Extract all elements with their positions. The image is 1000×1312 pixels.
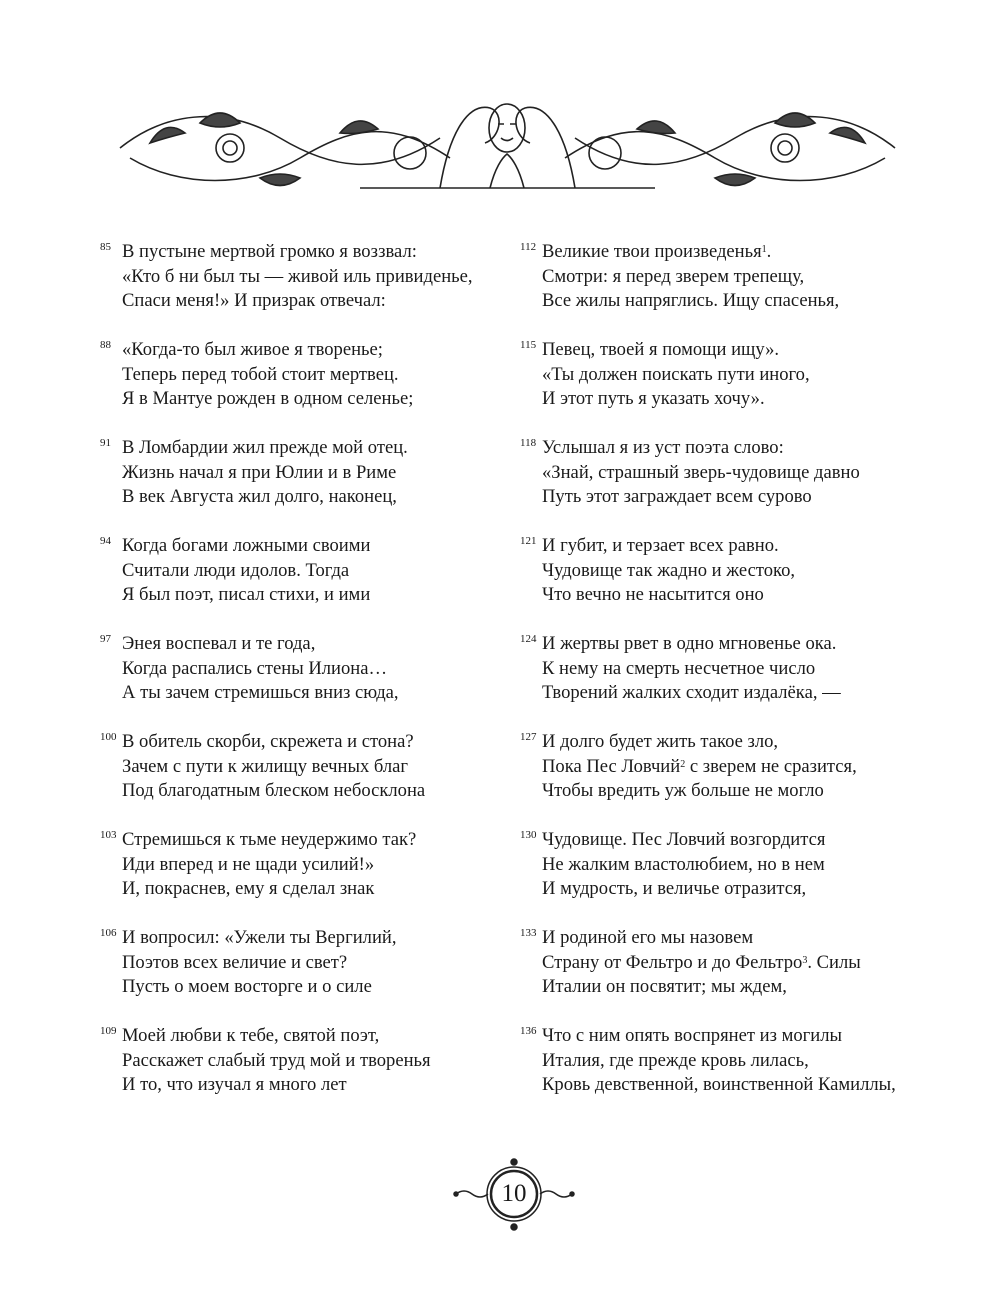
verse-line: В обитель скорби, скрежета и стона? bbox=[122, 731, 414, 752]
verse-text: Пока Пес Ловчий bbox=[542, 755, 681, 777]
decorative-header-ornament bbox=[110, 88, 905, 204]
verse-line: Спаси меня!» И призрак отвечал: bbox=[122, 290, 386, 311]
stanza bbox=[100, 240, 500, 314]
verse-line: В Ломбардии жил прежде мой отец. bbox=[122, 437, 408, 458]
verse-line: Стремишься к тьме неудержимо так? bbox=[122, 829, 417, 850]
left-column bbox=[100, 240, 500, 1122]
stanza bbox=[100, 1024, 500, 1098]
line-number: 85 bbox=[100, 241, 111, 253]
verse-text: с зверем не сразится, bbox=[685, 755, 857, 777]
verse-line: Творений жалких сходит издалёка, — bbox=[542, 682, 841, 703]
verse-line: Чтобы вредить уж больше не могло bbox=[542, 780, 824, 801]
verse-line: Иди вперед и не щади усилий!» bbox=[122, 853, 375, 875]
verse-line: Расскажет слабый труд мой и творенья bbox=[122, 1049, 431, 1071]
verse-line: Пусть о моем восторге и о силе bbox=[122, 976, 372, 997]
footnote-marker: 1 bbox=[761, 244, 767, 255]
verse-line: «Ты должен поискать пути иного, bbox=[542, 363, 810, 385]
verse-line: И вопросил: «Ужели ты Вергилий, bbox=[122, 927, 397, 948]
verse-line: Смотри: я перед зверем трепещу, bbox=[542, 265, 805, 287]
verse-line: Чудовище. Пес Ловчий возгордится bbox=[542, 829, 826, 850]
verse-line: Моей любви к тебе, святой поэт, bbox=[122, 1025, 380, 1046]
verse-line bbox=[520, 951, 940, 976]
verse-line: Жизнь начал я при Юлии и в Риме bbox=[122, 461, 397, 483]
verse-line: Чудовище так жадно и жестоко, bbox=[542, 559, 796, 581]
line-number: 106 bbox=[100, 927, 117, 939]
line-number: 109 bbox=[100, 1025, 117, 1037]
verse-line: Путь этот заграждает всем сурово bbox=[542, 486, 812, 507]
right-column bbox=[520, 240, 940, 1122]
verse-line bbox=[520, 240, 940, 265]
page-number: 10 bbox=[501, 1180, 527, 1207]
verse-line: Под благодатным блеском небосклона bbox=[122, 780, 426, 801]
verse-line: Зачем с пути к жилищу вечных благ bbox=[122, 755, 409, 777]
stanza bbox=[100, 828, 500, 902]
footnote-marker: 3 bbox=[802, 954, 808, 966]
verse-line: А ты зачем стремишься вниз сюда, bbox=[122, 682, 399, 703]
verse-line: Кровь девственной, воинственной Камиллы, bbox=[542, 1074, 896, 1095]
line-number: 91 bbox=[100, 437, 111, 449]
verse-line: Италия, где прежде кровь лилась, bbox=[542, 1049, 809, 1071]
stanza bbox=[520, 240, 940, 314]
stanza bbox=[520, 436, 940, 510]
verse-line: И губит, и терзает всех равно. bbox=[542, 535, 779, 556]
line-number: 103 bbox=[100, 829, 117, 841]
line-number: 127 bbox=[520, 731, 537, 743]
verse-line: В век Августа жил долго, наконец, bbox=[122, 486, 397, 507]
line-number: 130 bbox=[520, 829, 537, 841]
line-number: 118 bbox=[520, 437, 537, 449]
verse-text: Страну от Фельтро и до Фельтро bbox=[542, 951, 803, 973]
stanza bbox=[520, 828, 940, 902]
line-number: 94 bbox=[100, 535, 111, 547]
verse-line: Все жилы напряглись. Ищу спасенья, bbox=[542, 290, 840, 311]
footnote-marker: 2 bbox=[680, 758, 686, 770]
verse-line: Италии он посвятит; мы ждем, bbox=[542, 976, 787, 997]
line-number: 88 bbox=[100, 339, 111, 351]
line-number: 121 bbox=[520, 535, 537, 547]
verse-line: Певец, твоей я помощи ищу». bbox=[542, 339, 780, 360]
verse-line: Я в Мантуе рожден в одном селенье; bbox=[122, 388, 414, 409]
verse-line: Поэтов всех величие и свет? bbox=[122, 951, 348, 973]
line-number: 97 bbox=[100, 633, 111, 645]
verse-line: Что вечно не насытится оно bbox=[542, 584, 764, 605]
stanza bbox=[520, 926, 940, 1000]
verse-line bbox=[520, 755, 940, 780]
stanza bbox=[100, 730, 500, 804]
verse-line: И долго будет жить такое зло, bbox=[542, 731, 779, 752]
verse-line: Не жалким властолюбием, но в нем bbox=[542, 853, 825, 875]
stanza bbox=[520, 338, 940, 412]
verse-line: И мудрость, и величье отразится, bbox=[542, 878, 807, 899]
verse-line: «Знай, страшный зверь-чудовище давно bbox=[542, 461, 860, 483]
verse-line: «Когда-то был живое я творенье; bbox=[122, 339, 383, 360]
line-number: 100 bbox=[100, 731, 117, 743]
stanza bbox=[100, 926, 500, 1000]
stanza bbox=[100, 338, 500, 412]
verse-line: Я был поэт, писал стихи, и ими bbox=[122, 584, 371, 605]
stanza bbox=[520, 1024, 940, 1098]
verse-line: Энея воспевал и те года, bbox=[122, 633, 316, 654]
verse-line: И родиной его мы назовем bbox=[542, 927, 754, 948]
stanza bbox=[100, 632, 500, 706]
line-number: 124 bbox=[520, 633, 537, 645]
verse-line: К нему на смерть несчетное число bbox=[542, 657, 816, 679]
verse-line: И, покраснев, ему я сделал знак bbox=[122, 878, 375, 899]
verse-line: Когда распались стены Илиона… bbox=[122, 657, 388, 679]
verse-line: Считали люди идолов. Тогда bbox=[122, 559, 350, 581]
page-number-ornament bbox=[452, 1158, 576, 1234]
line-number: 112 bbox=[520, 241, 537, 253]
line-number: 133 bbox=[520, 927, 537, 939]
verse-line: И жертвы рвет в одно мгновенье ока. bbox=[542, 633, 837, 654]
stanza bbox=[100, 436, 500, 510]
stanza bbox=[520, 534, 940, 608]
verse-line: Теперь перед тобой стоит мертвец. bbox=[122, 363, 399, 385]
stanza bbox=[100, 534, 500, 608]
verse-line: И этот путь я указать хочу». bbox=[542, 388, 765, 409]
verse-line: «Кто б ни был ты — живой иль привиденье, bbox=[122, 265, 473, 287]
verse-line: И то, что изучал я много лет bbox=[122, 1074, 347, 1095]
verse-text: . Силы bbox=[807, 951, 861, 973]
stanza bbox=[520, 632, 940, 706]
line-number: 136 bbox=[520, 1025, 537, 1037]
line-number: 115 bbox=[520, 339, 537, 351]
verse-line: Что с ним опять воспрянет из могилы bbox=[542, 1025, 842, 1046]
verse-line: Услышал я из уст поэта слово: bbox=[542, 437, 784, 458]
stanza bbox=[520, 730, 940, 804]
verse-line: Когда богами ложными своими bbox=[122, 535, 371, 556]
verse-line: В пустыне мертвой громко я воззвал: bbox=[122, 241, 417, 262]
verse-text: . bbox=[766, 241, 772, 262]
verse-text: Великие твои произведенья bbox=[542, 241, 762, 262]
